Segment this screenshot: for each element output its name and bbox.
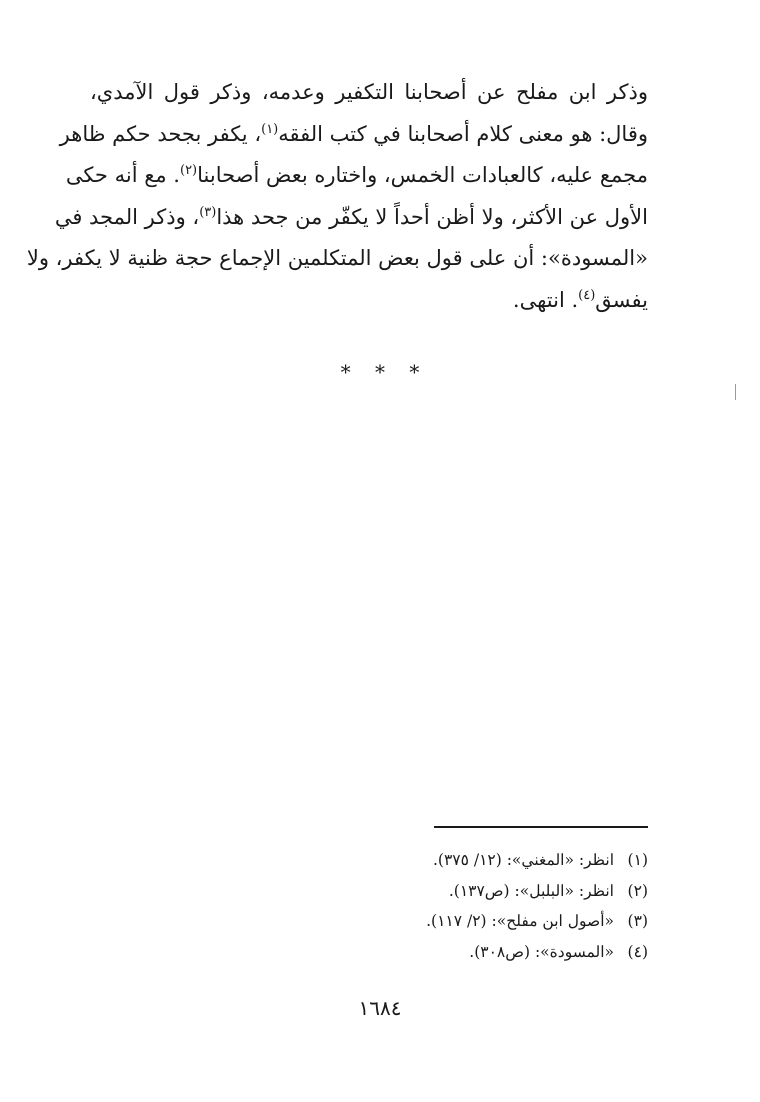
separator-star-2: * [375, 360, 385, 384]
footnote-text: انظر: «البلبل»: (ص١٣٧). [448, 881, 614, 900]
text-segment: وقال: هو معنى كلام أصحابنا في كتب الفقه [278, 121, 648, 146]
footnote-divider [434, 826, 648, 828]
margin-mark [735, 384, 736, 400]
page-number: ١٦٨٤ [358, 996, 402, 1020]
text-line-2 [59, 114, 648, 156]
text-segment: . مع أنه حكى [65, 163, 180, 187]
footnote-number: (٣) [627, 912, 648, 930]
footnote-1 [426, 845, 648, 876]
text-line-1: وذكر ابن مفلح عن أصحابنا التكفير وعدمه، وذكر قول الآمدي، [90, 80, 648, 104]
footnote-number: (١) [627, 851, 648, 869]
text-line-6 [90, 280, 648, 322]
text-segment: ، يكفر بجحد حكم ظاهر [59, 121, 262, 146]
footnotes [426, 845, 648, 967]
text-segment: مجمع عليه، كالعبادات الخمس، واختاره بعض أصحابنا [197, 163, 648, 187]
main-paragraph [26, 72, 648, 321]
text-line-5: «المسودة»: أن على قول بعض المتكلمين الإجماع حجة ظنية لا يكفر، ولا [26, 246, 648, 270]
footnote-ref-1[interactable]: (١) [261, 121, 279, 137]
footnote-text: «أصول ابن مفلح»: (٢/ ١١٧). [426, 912, 614, 930]
footnote-ref-3[interactable]: (٣) [199, 204, 217, 220]
text-segment: يفسق [595, 287, 648, 312]
section-separator [0, 360, 760, 384]
footnote-number: (٢) [627, 881, 648, 900]
footnote-ref-4[interactable]: (٤) [578, 287, 596, 303]
footnote-number: (٤) [627, 942, 648, 961]
text-line-3 [65, 155, 648, 197]
footnote-text: انظر: «المغني»: (١٢/ ٣٧٥). [432, 851, 614, 869]
footnote-text: «المسودة»: (ص٣٠٨). [469, 942, 614, 961]
footnote-ref-2[interactable]: (٢) [179, 163, 198, 178]
text-segment: . انتهى. [512, 287, 579, 312]
separator-star-1: * [409, 360, 420, 384]
text-segment: الأول عن الأكثر، ولا أظن أحداً لا يكفّر من جحد هذا [216, 204, 648, 229]
text-line-4 [54, 197, 648, 239]
footnote-3 [426, 906, 648, 937]
footnote-2 [426, 876, 648, 907]
footnote-4 [426, 937, 648, 968]
text-segment: ، وذكر المجد في [54, 204, 200, 229]
separator-star-3: * [340, 360, 351, 384]
